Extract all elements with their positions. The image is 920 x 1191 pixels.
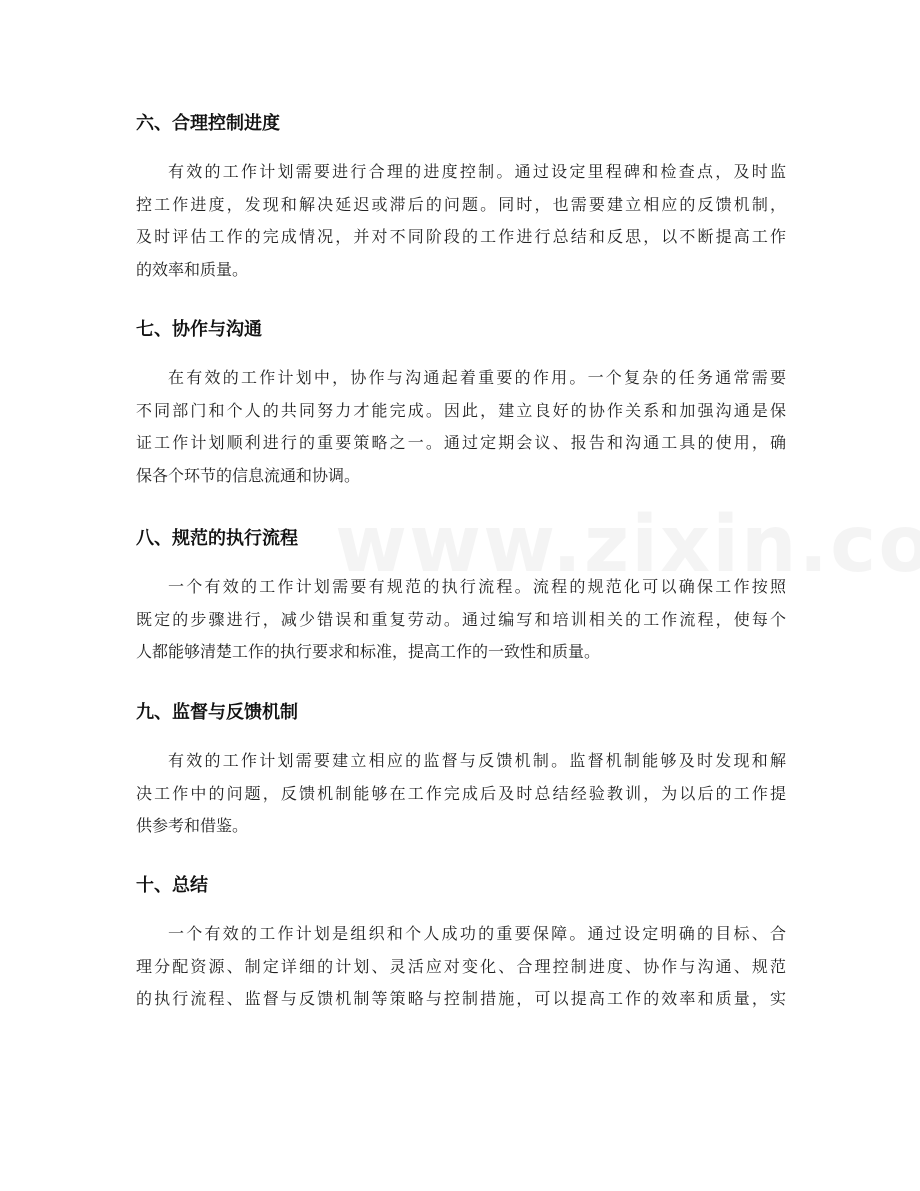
paragraph-line: 理分配资源、制定详细的计划、灵活应对变化、合理控制进度、协作与沟通、规范: [136, 956, 786, 976]
paragraph-line: 供参考和借鉴。: [136, 816, 249, 835]
paragraph-line: 决工作中的问题，反馈机制能够在工作完成后及时总结经验教训，为以后的工作提: [136, 783, 786, 803]
paragraph-line: 的执行流程、监督与反馈机制等策略与控制措施，可以提高工作的效率和质量，实: [136, 989, 786, 1008]
section-execution-process: [136, 527, 786, 669]
section-heading: 七、协作与沟通: [136, 319, 262, 340]
section-heading: 九、监督与反馈机制: [136, 702, 298, 723]
section-heading: 十、总结: [136, 875, 208, 896]
paragraph-line: 不同部门和个人的共同努力才能完成。因此，建立良好的协作关系和加强沟通是保: [136, 400, 786, 420]
paragraph-line: 有效的工作计划需要进行合理的进度控制。通过设定里程碑和检查点，及时监: [168, 162, 786, 181]
paragraph-line: 一个有效的工作计划需要有规范的执行流程。流程的规范化可以确保工作按照: [168, 577, 786, 596]
section-summary: [136, 874, 786, 1016]
paragraph-line: 保各个环节的信息流通和协调。: [136, 465, 361, 485]
paragraph-line: 有效的工作计划需要建立相应的监督与反馈机制。监督机制能够及时发现和解: [168, 751, 786, 770]
paragraph-line: 既定的步骤进行，减少错误和重复劳动。通过编写和培训相关的工作流程，使每个: [136, 609, 786, 629]
paragraph-line: 人都能够清楚工作的执行要求和标准，提高工作的一致性和质量。: [136, 642, 601, 661]
paragraph-line: 及时评估工作的完成情况，并对不同阶段的工作进行总结和反思，以不断提高工作: [136, 227, 786, 246]
paragraph-line: 的效率和质量。: [136, 259, 249, 279]
paragraph-line: 一个有效的工作计划是组织和个人成功的重要保障。通过设定明确的目标、合: [168, 924, 786, 943]
section-heading: 八、规范的执行流程: [136, 528, 298, 549]
section-paragraph: [136, 362, 786, 492]
paragraph-line: 证工作计划顺利进行的重要策略之一。通过定期会议、报告和沟通工具的使用，确: [136, 433, 786, 452]
section-paragraph: [136, 156, 786, 286]
section-supervision-feedback: [136, 701, 786, 843]
section-paragraph: [136, 571, 786, 669]
section-heading: 六、合理控制进度: [136, 113, 280, 134]
section-collaboration: [136, 318, 786, 492]
paragraph-line: 在有效的工作计划中，协作与沟通起着重要的作用。一个复杂的任务通常需要: [168, 368, 786, 387]
section-progress-control: [136, 112, 786, 286]
section-paragraph: [136, 918, 786, 1016]
paragraph-line: 控工作进度，发现和解决延迟或滞后的问题。同时，也需要建立相应的反馈机制，: [136, 194, 786, 214]
section-paragraph: [136, 745, 786, 843]
